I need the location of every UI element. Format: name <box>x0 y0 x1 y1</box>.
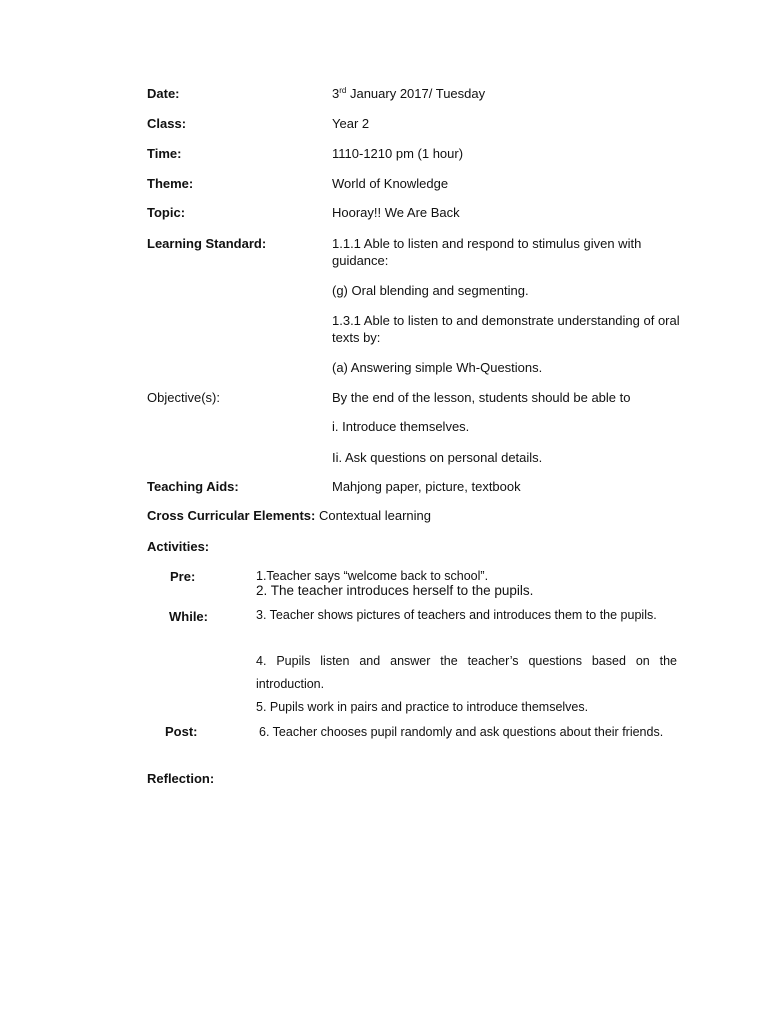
pre-activity-item: 1.Teacher says “welcome back to school”. <box>256 569 489 583</box>
date-label: Date: <box>147 86 180 101</box>
time-label: Time: <box>147 146 182 161</box>
objective-item: By the end of the lesson, students should be able to <box>332 390 631 405</box>
date-rest: January 2017/ Tuesday <box>346 86 486 101</box>
date-day: 3 <box>332 86 340 101</box>
learning-standard-item: 1.3.1 Able to listen to and demonstrate understanding of oral texts by: <box>332 313 680 345</box>
while-activity-item: 5. Pupils work in pairs and practice to introduce themselves. <box>256 700 589 714</box>
date-value <box>332 85 682 102</box>
theme-label: Theme: <box>147 176 194 191</box>
learning-standard-label: Learning Standard: <box>147 236 267 251</box>
cross-curricular-label: Cross Curricular Elements: <box>147 508 316 523</box>
while-label: While: <box>169 609 208 624</box>
pre-activity-item: 2. The teacher introduces herself to the pupils. <box>256 583 534 598</box>
learning-standard-item: 1.1.1 Able to listen and respond to stimulus given with guidance: <box>332 236 642 268</box>
time-value: 1110-1210 pm (1 hour) <box>332 146 464 161</box>
teaching-aids-value: Mahjong paper, picture, textbook <box>332 479 521 494</box>
cross-curricular-row <box>147 508 431 523</box>
while-activity-item: 4. Pupils listen and answer the teacher’s questions based on the introduction. <box>256 654 677 691</box>
objective-item: i. Introduce themselves. <box>332 419 470 434</box>
activities-label: Activities: <box>147 539 210 554</box>
class-label: Class: <box>147 116 187 131</box>
post-activity-item: 6. Teacher chooses pupil randomly and ask questions about their friends. <box>259 725 664 739</box>
post-label: Post: <box>165 724 198 739</box>
while-activity-item: 3. Teacher shows pictures of teachers and introduces them to the pupils. <box>256 608 657 622</box>
reflection-label: Reflection: <box>147 771 215 786</box>
learning-standard-item: (a) Answering simple Wh-Questions. <box>332 360 543 375</box>
topic-value: Hooray!! We Are Back <box>332 205 460 220</box>
cross-curricular-value: Contextual learning <box>318 508 431 523</box>
learning-standard-item: (g) Oral blending and segmenting. <box>332 283 529 298</box>
objective-item: Ii. Ask questions on personal details. <box>332 450 543 465</box>
date-suffix: rd <box>339 86 347 95</box>
topic-label: Topic: <box>147 205 186 220</box>
teaching-aids-label: Teaching Aids: <box>147 479 239 494</box>
class-value: Year 2 <box>332 116 370 131</box>
objectives-label: Objective(s): <box>147 390 220 405</box>
pre-label: Pre: <box>170 569 196 584</box>
theme-value: World of Knowledge <box>332 176 449 191</box>
